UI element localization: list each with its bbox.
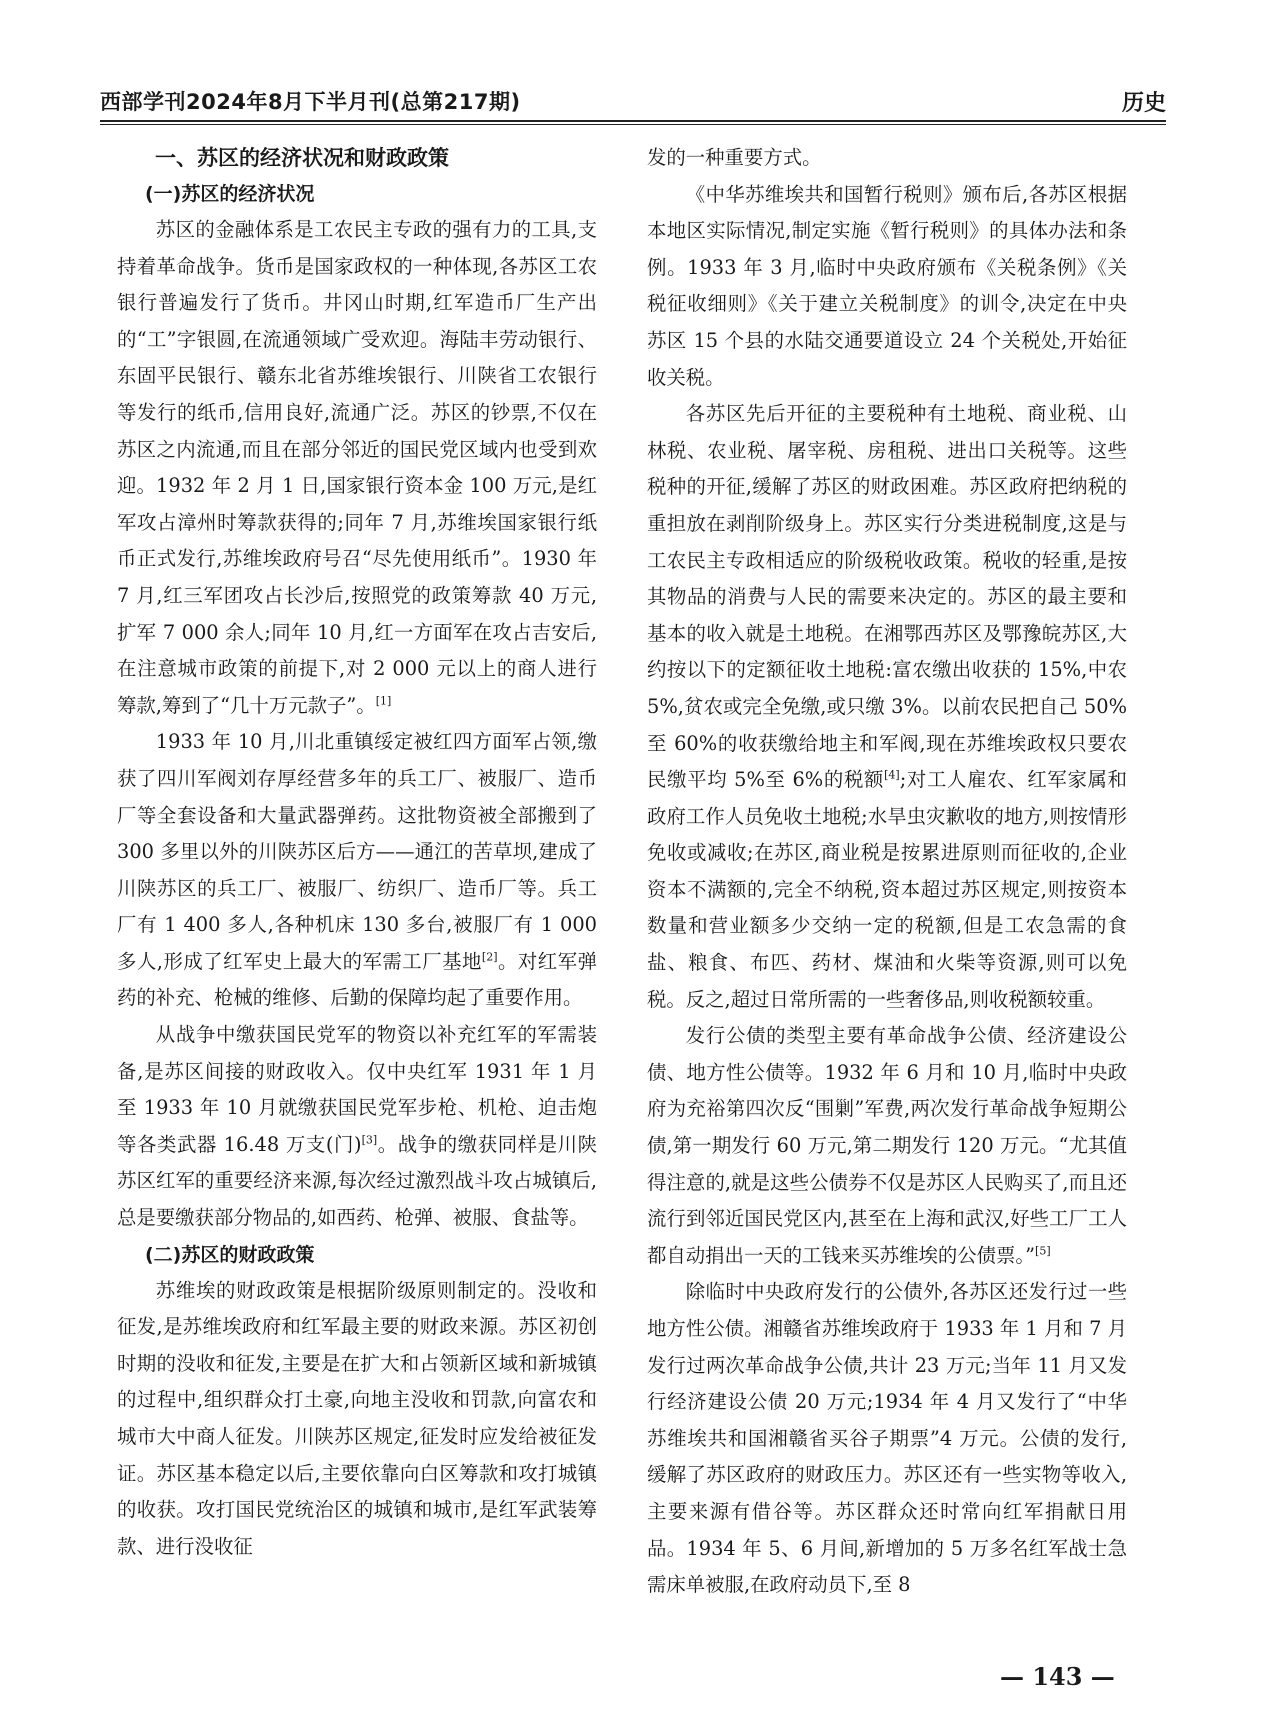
paragraph: 从战争中缴获国民党军的物资以补充红军的军需装备,是苏区间接的财政收入。仅中央红军 1931 年 1 月至 1933 年 10 月就缴获国民党军步枪、机枪、迫击炮等各类武器 16.48 万支(门)[3]。战争的缴获同样是川陕苏区红军的重要经济来源,每次经过激烈战斗攻占城镇后,总是要缴获部分物品的,如西药、枪弹、被服、食盐等。 bbox=[117, 1023, 598, 1230]
journal-issue: 西部学刊2024年8月下半月刊(总第217期) bbox=[100, 90, 521, 114]
paragraph-continued: 发的一种重要方式。 bbox=[647, 146, 822, 169]
citation: [1] bbox=[375, 694, 392, 708]
header-rule-thin bbox=[100, 124, 1166, 125]
paragraph: 《中华苏维埃共和国暂行税则》颁布后,各苏区根据本地区实际情况,制定实施《暂行税则》的具体办法和条例。1933 年 3 月,临时中央政府颁布《关税条例》《关税征收细则》《关于建立关税制度》的训令,决定在中央苏区 15 个县的水陆交通要道设立 24 个关税处,开始征收关税。 bbox=[647, 182, 1127, 389]
subsection-heading-fiscal: (二)苏区的财政政策 bbox=[145, 1243, 315, 1266]
paragraph: 除临时中央政府发行的公债外,各苏区还发行过一些地方性公债。湘赣省苏维埃政府于 1933 年 1 月和 7 月发行过两次革命战争公债,共计 23 万元;当年 11 月又发行经济建设公债 20 万元;1934 年 4 月又发行了“中华苏维埃共和国湘赣省买谷子期票”4 万元。公债的发行,缓解了苏区政府的财政压力。苏区还有一些实物等收入,主要来源有借谷等。苏区群众还时常向红军捐献日用品。1934 年 5、6 月间,新增加的 5 万多名红军战士急需床单被服,在政府动员下,至 8 bbox=[647, 1280, 1127, 1597]
left-column bbox=[117, 140, 597, 1565]
running-header bbox=[100, 80, 1166, 120]
citation: [3] bbox=[361, 1133, 378, 1147]
paragraph: 1933 年 10 月,川北重镇绥定被红四方面军占领,缴获了四川军阀刘存厚经营多年的兵工厂、被服厂、造币厂等全套设备和大量武器弹药。这批物资被全部搬到了 300 多里以外的川陕苏区后方——通江的苦草坝,建成了川陕苏区的兵工厂、被服厂、纺织厂、造币厂等。兵工厂有 1 400 多人,各种机床 130 多台,被服厂有 1 000 多人,形成了红军史上最大的军需工厂基地[2]。对红军弹药的补充、枪械的维修、后勤的保障均起了重要作用。 bbox=[117, 730, 598, 1010]
paragraph: 各苏区先后开征的主要税种有土地税、商业税、山林税、农业税、屠宰税、房租税、进出口关税等。这些税种的开征,缓解了苏区的财政困难。苏区政府把纳税的重担放在剥削阶级身上。苏区实行分类进税制度,这是与工农民主专政相适应的阶级税收政策。税收的轻重,是按其物品的消费与人民的需要来决定的。苏区的最主要和基本的收入就是土地税。在湘鄂西苏区及鄂豫皖苏区,大约按以下的定额征收土地税:富农缴出收获的 15%,中农 5%,贫农或完全免缴,或只缴 3%。以前农民把自己 50%至 60%的收获缴给地主和军阀,现在苏维埃政权只要农民缴平均 5%至 6%的税额[4];对工人雇农、红军家属和政府工作人员免收土地税;水旱虫灾歉收的地方,则按情形免收或减收;在苏区,商业税是按累进原则而征收的,企业资本不满额的,完全不纳税,资本超过苏区规定,则按资本数量和营业额多少交纳一定的税额,但是工农急需的食盐、粮食、布匹、药材、煤油和火柴等资源,则可以免税。反之,超过日常所需的一些奢侈品,则收税额较重。 bbox=[647, 402, 1127, 1011]
paragraph: 苏维埃的财政政策是根据阶级原则制定的。没收和征发,是苏维埃政府和红军最主要的财政来源。苏区初创时期的没收和征发,主要是在扩大和占领新区域和新城镇的过程中,组织群众打土豪,向地主没收和罚款,向富农和城市大中商人征发。川陕苏区规定,征发时应发给被征发证。苏区基本稳定以后,主要依靠向白区筹款和攻打城镇的收获。攻打国民党统治区的城镇和城市,是红军武装筹款、进行没收征 bbox=[117, 1278, 597, 1558]
paragraph: 发行公债的类型主要有革命战争公债、经济建设公债、地方性公债等。1932 年 6 月和 10 月,临时中央政府为充裕第四次反“围剿”军费,两次发行革命战争短期公债,第一期发行 60 万元,第二期发行 120 万元。“尤其值得注意的,就是这些公债券不仅是苏区人民购买了,而且还流行到邻近国民党区内,甚至在上海和武汉,好些工厂工人都自动捐出一天的工钱来买苏维埃的公债票。”[5] bbox=[647, 1024, 1127, 1267]
section-label: 历史 bbox=[1121, 91, 1166, 116]
section-heading: 一、苏区的经济状况和财政政策 bbox=[155, 146, 449, 170]
citation: [2] bbox=[481, 950, 498, 964]
citation: [5] bbox=[1035, 1244, 1051, 1258]
page-number: — 143 — bbox=[1000, 1662, 1115, 1691]
paragraph: 苏区的金融体系是工农民主专政的强有力的工具,支持着革命战争。货币是国家政权的一种体现,各苏区工农银行普遍发行了货币。井冈山时期,红军造币厂生产出的“工”字银圆,在流通领域广受欢迎。海陆丰劳动银行、东固平民银行、赣东北省苏维埃银行、川陕省工农银行等发行的纸币,信用良好,流通广泛。苏区的钞票,不仅在苏区之内流通,而且在部分邻近的国民党区域内也受到欢迎。1932 年 2 月 1 日,国家银行资本金 100 万元,是红军攻占漳州时筹款获得的;同年 7 月,苏维埃国家银行纸币正式发行,苏维埃政府号召“尽先使用纸币”。1930 年 7 月,红三军团攻占长沙后,按照党的政策筹款 40 万元,扩军 7 000 余人;同年 10 月,红一方面军在攻占吉安后,在注意城市政策的前提下,对 2 000 元以上的商人进行筹款,筹到了“几十万元款子”。[1] bbox=[117, 218, 597, 717]
header-rule bbox=[100, 120, 1166, 122]
right-column bbox=[647, 140, 1127, 1604]
subsection-heading-economy: (一)苏区的经济状况 bbox=[145, 183, 315, 205]
citation: [4] bbox=[884, 768, 900, 782]
